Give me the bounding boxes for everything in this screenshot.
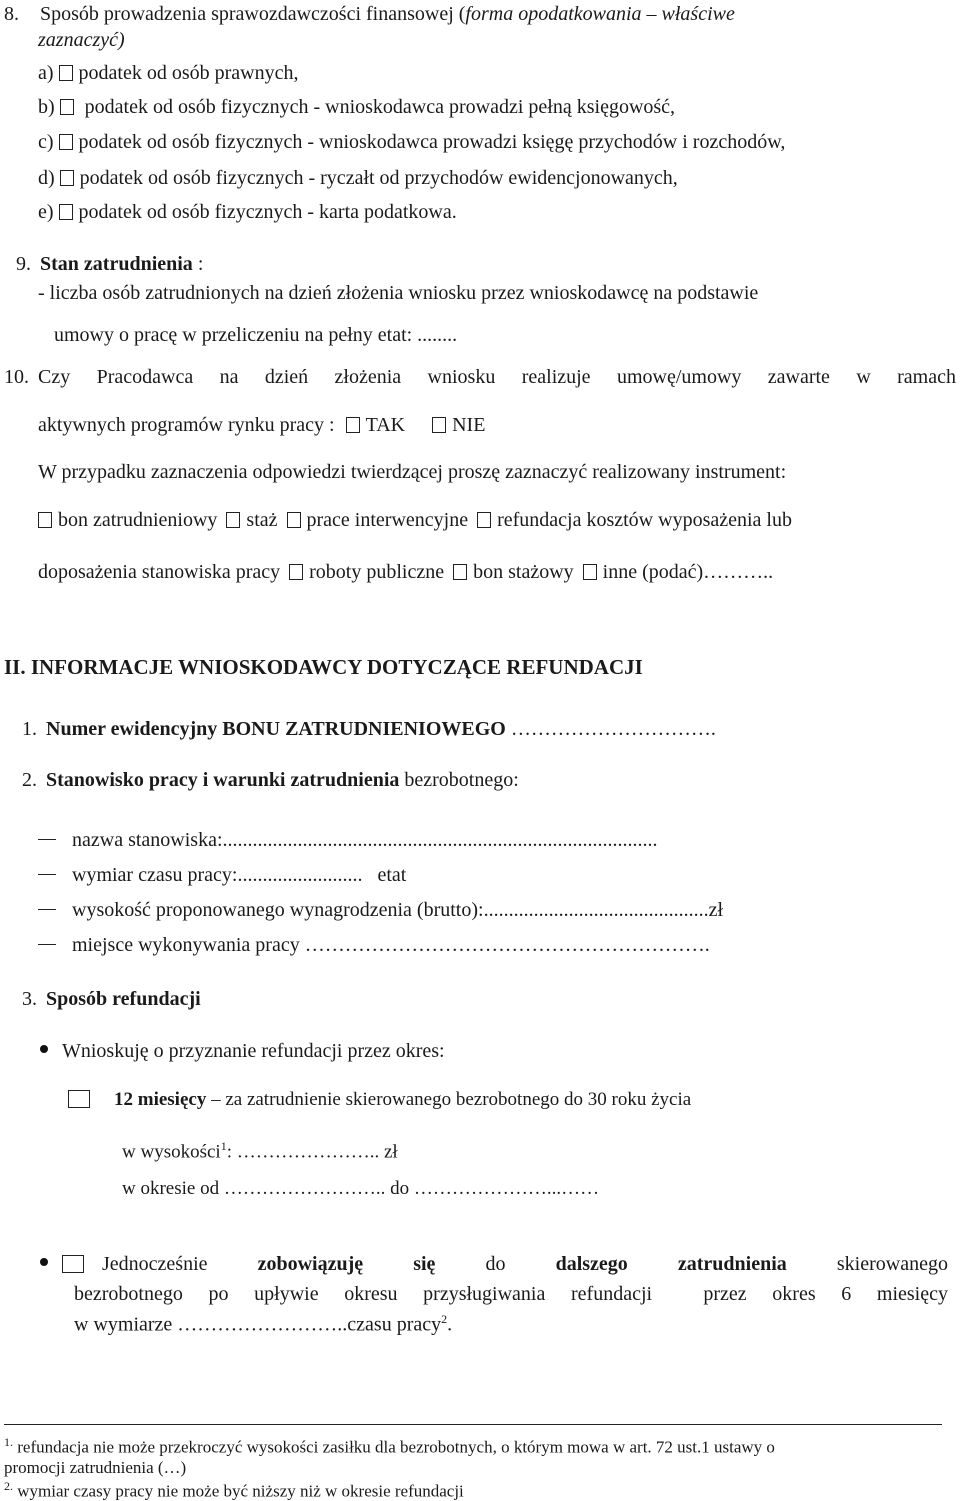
q10-line2 xyxy=(38,415,485,435)
amount-field[interactable] xyxy=(122,1140,398,1161)
q10-instruments-row1 xyxy=(38,510,792,530)
instrument-label: bon stażowy xyxy=(473,561,574,583)
footnote-1-mark: 1. xyxy=(4,1435,13,1449)
q10-question-cont: aktywnych programów rynku pracy : xyxy=(38,414,335,436)
period-field[interactable]: w okresie od …………………….. do …………………...…… xyxy=(122,1178,600,1199)
amount-label: w wysokości xyxy=(122,1141,221,1163)
q10-number: 10. xyxy=(4,366,29,388)
checkbox-nie[interactable] xyxy=(432,417,446,433)
commitment-word: zobowiązuję xyxy=(257,1253,364,1275)
commitment-word: dalszego xyxy=(555,1253,628,1275)
q9-title: Stan zatrudnienia xyxy=(40,253,193,275)
instrument-label: refundacja kosztów wyposażenia lub xyxy=(497,509,792,531)
q10-question: Czy Pracodawca na dzień złożenia wniosku realizuje umowę/umowy zawarte w ramach xyxy=(38,366,956,388)
q8-title-italic-cont: zaznaczyć) xyxy=(38,29,125,51)
section-2-heading: II. INFORMACJE WNIOSKODAWCY DOTYCZĄCE REFUNDACJI xyxy=(4,655,643,679)
field-position-name[interactable] xyxy=(38,830,658,850)
q10-line3: W przypadku zaznaczenia odpowiedzi twierdzącej proszę zaznaczyć realizowany instrument: xyxy=(38,461,787,483)
q9-employees-field[interactable]: umowy o pracę w przeliczeniu na pełny etat: ........ xyxy=(54,324,458,346)
footnote-2-mark: 2. xyxy=(4,1479,13,1493)
checkbox[interactable] xyxy=(60,170,74,186)
footnote-ref: 2 xyxy=(441,1312,448,1326)
checkbox[interactable] xyxy=(583,564,597,580)
option-12-desc: – za zatrudnienie skierowanego bezrobotnego do 30 roku życia xyxy=(206,1089,692,1110)
item3-number: 3. xyxy=(22,988,37,1010)
field-workplace[interactable] xyxy=(38,935,710,955)
field-salary[interactable] xyxy=(38,900,723,920)
checkbox[interactable] xyxy=(287,512,301,528)
q9-number: 9. xyxy=(16,253,31,275)
q10-instruments-row2 xyxy=(38,562,773,582)
commitment-word: Jednocześnie xyxy=(102,1253,208,1275)
option-label: podatek od osób fizycznych - wnioskodawca prowadzi księgę przychodów i rozchodów, xyxy=(78,131,786,153)
bullet-text: Wnioskuję o przyznanie refundacji przez okres: xyxy=(62,1040,445,1062)
checkbox[interactable] xyxy=(226,512,240,528)
checkbox[interactable] xyxy=(68,1090,90,1108)
option-label: podatek od osób fizycznych - karta podatkowa. xyxy=(78,201,457,223)
q8-option-d[interactable] xyxy=(38,168,678,188)
bullet-commitment-line3[interactable] xyxy=(74,1313,452,1335)
tak-label: TAK xyxy=(365,414,406,436)
option-12-label: 12 miesięcy xyxy=(114,1089,207,1110)
dash-marker xyxy=(38,944,56,945)
item2-number: 2. xyxy=(22,769,37,791)
commitment-word: skierowanego xyxy=(836,1253,948,1275)
dash-marker xyxy=(38,874,56,875)
checkbox[interactable] xyxy=(453,564,467,580)
item2-label-rest: bezrobotnego: xyxy=(399,769,519,791)
item1 xyxy=(22,719,716,739)
bullet-commitment-lead xyxy=(40,1254,208,1274)
commitment-end: . xyxy=(447,1313,453,1336)
item3 xyxy=(22,989,201,1009)
q8-title: Sposób prowadzenia sprawozdawczości finansowej ( xyxy=(40,3,466,25)
instrument-label: prace interwencyjne xyxy=(306,509,469,531)
option-letter: d) xyxy=(38,167,55,189)
option-letter: c) xyxy=(38,131,54,153)
q8-number: 8. xyxy=(4,3,19,25)
footnote-1 xyxy=(4,1436,775,1456)
bon-number-field[interactable]: …………………………. xyxy=(510,718,716,740)
commitment-text: w wymiarze ……………………..czasu pracy xyxy=(74,1313,442,1336)
checkbox-tak[interactable] xyxy=(346,417,360,433)
q8-title-italic: forma opodatkowania – właściwe xyxy=(465,3,735,25)
footnote-2-text: wymiar czasy pracy nie może być niższy niż w okresie refundacji xyxy=(17,1481,464,1501)
q9-line1: - liczba osób zatrudnionych na dzień złożenia wniosku przez wnioskodawcę na podstawie xyxy=(38,282,759,304)
q8-option-b[interactable] xyxy=(38,97,675,117)
footnote-2 xyxy=(4,1480,464,1500)
footnote-ref: 1 xyxy=(220,1139,227,1153)
q9-heading xyxy=(16,254,203,274)
option-letter: e) xyxy=(38,201,54,223)
item2-label: Stanowisko pracy i warunki zatrudnienia xyxy=(46,769,400,791)
option-label: podatek od osób fizycznych - wnioskodawca prowadzi pełną księgowość, xyxy=(84,96,676,118)
q9-colon: : xyxy=(192,253,204,275)
q8-heading xyxy=(4,4,735,24)
field-label: wysokość proponowanego wynagrodzenia (brutto):.............................................zł xyxy=(72,899,723,921)
field-working-time[interactable] xyxy=(38,865,406,885)
bullet-icon xyxy=(40,1045,48,1053)
q8-option-a[interactable] xyxy=(38,63,299,83)
field-label: miejsce wykonywania pracy ……………………………………………………. xyxy=(72,934,710,956)
instrument-label: inne (podać)……….. xyxy=(602,561,774,583)
instrument-label: staż xyxy=(246,509,278,531)
item1-label: Numer ewidencyjny BONU ZATRUDNIENIOWEGO xyxy=(46,718,506,740)
option-letter: a) xyxy=(38,62,54,84)
commitment-word: zatrudnienia xyxy=(677,1253,787,1275)
checkbox[interactable] xyxy=(289,564,303,580)
option-12-months[interactable] xyxy=(68,1090,691,1109)
q8-option-c[interactable] xyxy=(38,132,785,152)
checkbox[interactable] xyxy=(59,134,73,150)
checkbox[interactable] xyxy=(59,204,73,220)
instrument-label: bon zatrudnieniowy xyxy=(58,509,218,531)
checkbox[interactable] xyxy=(62,1255,84,1273)
field-label: nazwa stanowiska:....................................................................................... xyxy=(72,829,658,851)
bullet-icon xyxy=(40,1258,48,1266)
option-label: podatek od osób prawnych, xyxy=(78,62,299,84)
item2 xyxy=(22,770,519,790)
bullet-refund-period xyxy=(40,1041,445,1061)
q10-line1 xyxy=(4,367,956,387)
field-label: wymiar czasu pracy:......................... etat xyxy=(72,864,407,886)
commitment-word: do xyxy=(485,1253,506,1275)
option-label: podatek od osób fizycznych - ryczałt od przychodów ewidencjonowanych, xyxy=(79,167,678,189)
amount-dots: : ………………….. zł xyxy=(226,1141,398,1163)
checkbox[interactable] xyxy=(60,99,74,115)
dash-marker xyxy=(38,909,56,910)
checkbox[interactable] xyxy=(477,512,491,528)
footnote-1-text: refundacja nie może przekroczyć wysokości zasiłku dla bezrobotnych, o którym mowa w art. 72 ust.1 ustawy o xyxy=(17,1437,775,1457)
dash-marker xyxy=(38,839,56,840)
item3-label: Sposób refundacji xyxy=(46,988,201,1010)
footnote-1-cont: promocji zatrudnienia (…) xyxy=(4,1458,187,1477)
nie-label: NIE xyxy=(452,414,486,436)
instrument-label: doposażenia stanowiska pracy xyxy=(38,561,281,583)
item1-number: 1. xyxy=(22,718,37,740)
instrument-label: roboty publiczne xyxy=(309,561,445,583)
checkbox[interactable] xyxy=(59,65,73,81)
checkbox[interactable] xyxy=(38,512,52,528)
bullet-commitment-line2: bezrobotnego po upływie okresu przysługiwania refundacji przez okres 6 miesięcy xyxy=(74,1283,948,1305)
commitment-word: się xyxy=(413,1253,436,1275)
bullet-commitment-line1 xyxy=(40,1254,948,1274)
option-letter: b) xyxy=(38,96,55,118)
q8-option-e[interactable] xyxy=(38,202,457,222)
footnote-separator xyxy=(4,1424,942,1425)
